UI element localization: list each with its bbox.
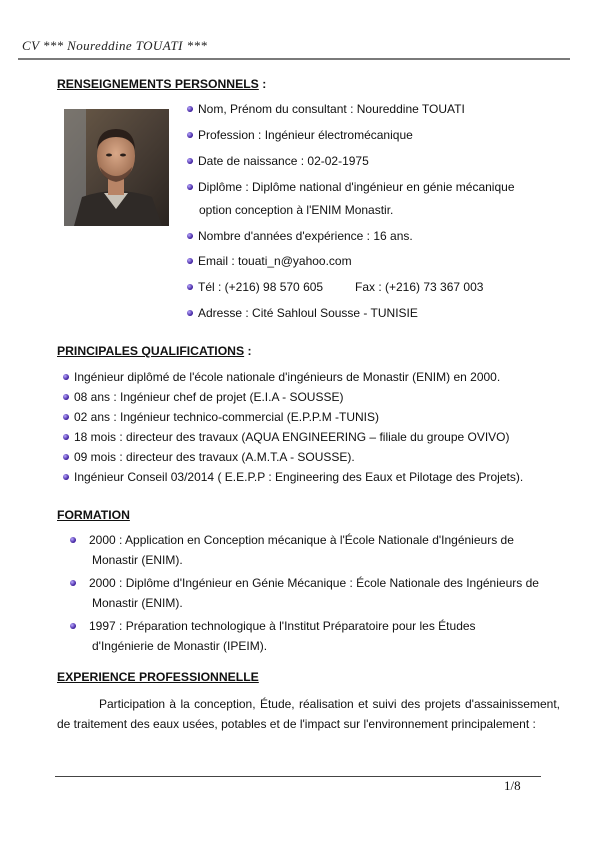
bullet-icon <box>70 580 76 586</box>
bullet-icon <box>187 184 193 190</box>
qualification-item <box>63 390 343 404</box>
bullet-icon <box>187 132 193 138</box>
qualification-item <box>63 430 510 444</box>
qualification-text: Ingénieur diplômé de l'école nationale d'ingénieurs de Monastir (ENIM) en 2000. <box>74 370 501 384</box>
bullet-icon <box>63 474 69 480</box>
document-header: CV *** Noureddine TOUATI *** <box>22 38 208 53</box>
personal-diploma-text: Diplôme : Diplôme national d'ingénieur en génie mécanique <box>198 180 515 194</box>
qualification-item <box>63 370 500 384</box>
personal-diploma-cont: option conception à l'ENIM Monastir. <box>199 203 394 217</box>
section-title-personal-suffix: : <box>258 77 267 91</box>
personal-experience-years <box>187 229 413 243</box>
personal-fax: Fax : (+216) 73 367 003 <box>355 280 484 294</box>
personal-address <box>187 306 418 320</box>
profile-photo-image <box>64 109 169 226</box>
personal-address-text: Adresse : Cité Sahloul Sousse - TUNISIE <box>198 306 418 320</box>
section-title-personal <box>57 77 266 91</box>
section-title-personal-text: RENSEIGNEMENTS PERSONNELS <box>57 77 259 91</box>
personal-email-text: Email : touati_n@yahoo.com <box>198 254 352 268</box>
bullet-icon <box>63 414 69 420</box>
qualification-text: Ingénieur Conseil 03/2014 ( E.E.P.P : Engineering des Eaux et Pilotage des Projets). <box>74 470 524 484</box>
bullet-icon <box>63 374 69 380</box>
bullet-icon <box>63 394 69 400</box>
formation-item-cont: Monastir (ENIM). <box>92 596 183 610</box>
bullet-icon <box>187 258 193 264</box>
bullet-icon <box>70 537 76 543</box>
personal-profession-text: Profession : Ingénieur électromécanique <box>198 128 413 142</box>
qualification-text: 02 ans : Ingénieur technico-commercial (E.P.P.M -TUNIS) <box>74 410 380 424</box>
personal-profession <box>187 128 413 142</box>
experience-paragraph <box>57 694 560 734</box>
qualification-text: 08 ans : Ingénieur chef de projet (E.I.A - SOUSSE) <box>74 390 344 404</box>
qualification-item <box>63 470 523 484</box>
header-rule <box>18 58 570 60</box>
bullet-icon <box>70 623 76 629</box>
bullet-icon <box>187 158 193 164</box>
personal-name <box>187 102 465 116</box>
experience-paragraph-text: Participation à la conception, Étude, réalisation et suivi des projets d'assainissement, de traitement des eaux usées, potables et de l'impact sur l'environnement principalement : <box>57 697 560 731</box>
formation-text: 2000 : Diplôme d'Ingénieur en Génie Mécanique : École Nationale des Ingénieurs de <box>89 576 539 590</box>
personal-birthdate-text: Date de naissance : 02-02-1975 <box>198 154 369 168</box>
section-title-qualifications-suffix: : <box>244 344 252 358</box>
footer-rule <box>55 776 541 777</box>
section-title-formation-text: FORMATION <box>57 508 130 522</box>
section-title-experience <box>57 670 259 684</box>
bullet-icon <box>187 106 193 112</box>
formation-item-cont: Monastir (ENIM). <box>92 553 183 567</box>
personal-birthdate <box>187 154 369 168</box>
personal-experience-text: Nombre d'années d'expérience : 16 ans. <box>198 229 413 243</box>
bullet-icon <box>187 310 193 316</box>
personal-email <box>187 254 352 268</box>
bullet-icon <box>63 434 69 440</box>
bullet-icon <box>187 233 193 239</box>
page-number: 1/8 <box>504 778 521 793</box>
formation-text: 2000 : Application en Conception mécanique à l'École Nationale d'Ingénieurs de <box>89 533 514 547</box>
qualification-item <box>63 410 379 424</box>
formation-item <box>70 576 539 590</box>
profile-photo <box>64 109 169 226</box>
qualification-item <box>63 450 355 464</box>
formation-item <box>70 619 476 633</box>
personal-diploma <box>187 180 515 194</box>
personal-name-text: Nom, Prénom du consultant : Noureddine TOUATI <box>198 102 465 116</box>
formation-text: 1997 : Préparation technologique à l'Institut Préparatoire pour les Études <box>89 619 476 633</box>
bullet-icon <box>63 454 69 460</box>
qualification-text: 18 mois : directeur des travaux (AQUA ENGINEERING – filiale du groupe OVIVO) <box>74 430 510 444</box>
personal-phone-text: Tél : (+216) 98 570 605 <box>198 280 324 294</box>
section-title-experience-text: EXPERIENCE PROFESSIONNELLE <box>57 670 259 684</box>
qualification-text: 09 mois : directeur des travaux (A.M.T.A - SOUSSE). <box>74 450 355 464</box>
formation-item <box>70 533 514 547</box>
section-title-qualifications <box>57 344 252 358</box>
formation-item-cont: d'Ingénierie de Monastir (IPEIM). <box>92 639 268 653</box>
personal-phone <box>187 280 323 294</box>
bullet-icon <box>187 284 193 290</box>
section-title-qualifications-text: PRINCIPALES QUALIFICATIONS <box>57 344 245 358</box>
section-title-formation <box>57 508 130 522</box>
